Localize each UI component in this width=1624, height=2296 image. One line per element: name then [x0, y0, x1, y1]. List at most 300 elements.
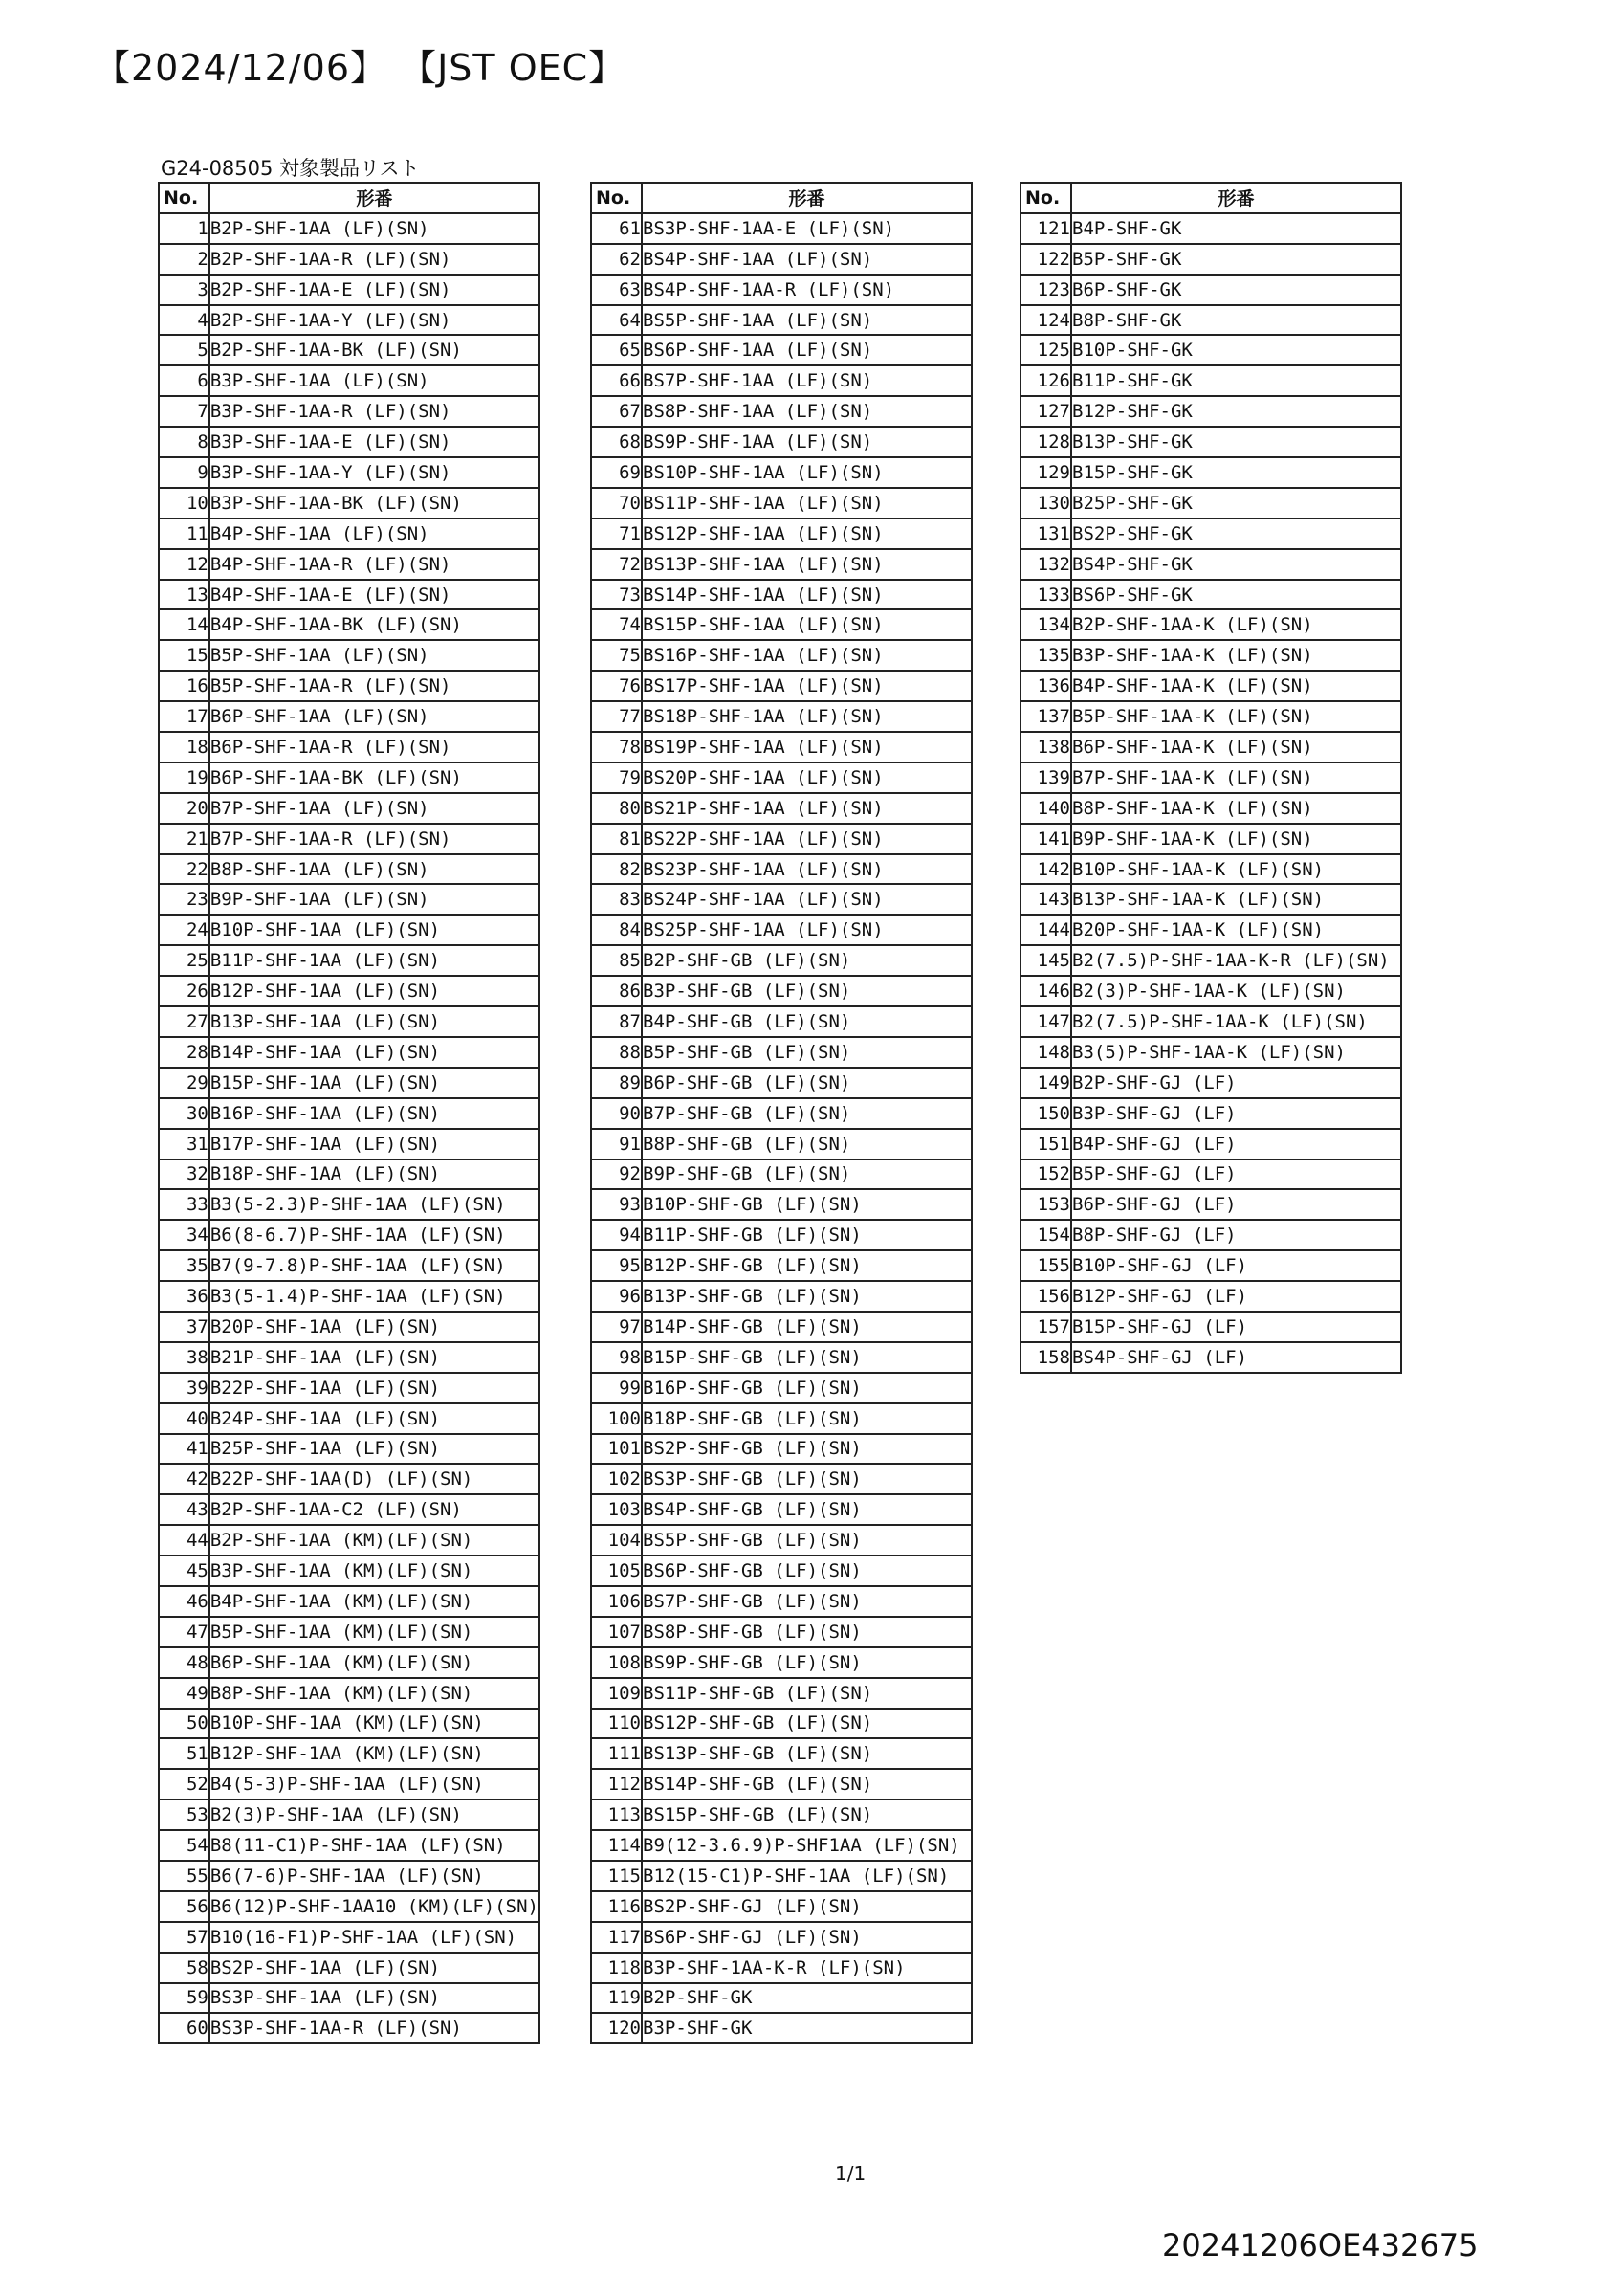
table-row [591, 884, 972, 915]
part-number: BS3P-SHF-1AA-E (LF)(SN) [642, 213, 972, 244]
row-number: 139 [1020, 762, 1071, 793]
part-number: B11P-SHF-1AA (LF)(SN) [209, 945, 539, 976]
part-number: B10(16-F1)P-SHF-1AA (LF)(SN) [209, 1922, 539, 1953]
row-number: 120 [591, 2013, 642, 2043]
table-row [159, 793, 539, 824]
row-number: 52 [159, 1769, 209, 1799]
part-number: BS3P-SHF-1AA-R (LF)(SN) [209, 2013, 539, 2043]
table-row [591, 365, 972, 396]
part-number: BS16P-SHF-1AA (LF)(SN) [642, 640, 972, 671]
row-number: 71 [591, 519, 642, 549]
table-row [1020, 976, 1401, 1006]
row-number: 65 [591, 335, 642, 365]
row-number: 3 [159, 275, 209, 305]
row-number: 133 [1020, 580, 1071, 610]
row-number: 141 [1020, 824, 1071, 854]
table-row [159, 1342, 539, 1373]
product-table-col-3 [1020, 182, 1402, 1374]
part-number: BS4P-SHF-1AA (LF)(SN) [642, 244, 972, 275]
table-row [159, 1037, 539, 1068]
table-row [591, 1006, 972, 1037]
row-number: 119 [591, 1983, 642, 2014]
row-number: 49 [159, 1678, 209, 1709]
part-number: B6P-SHF-GJ (LF) [1071, 1189, 1401, 1220]
row-number: 53 [159, 1799, 209, 1830]
row-number: 62 [591, 244, 642, 275]
table-row [1020, 1250, 1401, 1281]
table-row [159, 1799, 539, 1830]
part-number: B20P-SHF-1AA-K (LF)(SN) [1071, 915, 1401, 945]
part-number: B13P-SHF-GB (LF)(SN) [642, 1281, 972, 1312]
part-number: B5P-SHF-1AA-R (LF)(SN) [209, 671, 539, 701]
table-row [591, 1953, 972, 1983]
row-number: 149 [1020, 1068, 1071, 1098]
part-number: B25P-SHF-GK [1071, 488, 1401, 519]
part-number: B4P-SHF-1AA-E (LF)(SN) [209, 580, 539, 610]
table-row [591, 1678, 972, 1709]
row-number: 34 [159, 1220, 209, 1250]
table-row [591, 1922, 972, 1953]
table-row [591, 824, 972, 854]
part-number: B2P-SHF-1AA-K (LF)(SN) [1071, 609, 1401, 640]
row-number: 72 [591, 549, 642, 580]
table-row [159, 2013, 539, 2043]
table-row [591, 1373, 972, 1403]
table-row [159, 945, 539, 976]
table-row [1020, 244, 1401, 275]
part-number: BS24P-SHF-1AA (LF)(SN) [642, 884, 972, 915]
row-number: 59 [159, 1983, 209, 2014]
table-row [159, 1006, 539, 1037]
table-row [159, 976, 539, 1006]
part-number: B6P-SHF-1AA-R (LF)(SN) [209, 732, 539, 762]
part-number: B8P-SHF-GB (LF)(SN) [642, 1129, 972, 1159]
row-number: 68 [591, 427, 642, 457]
table-row [591, 671, 972, 701]
row-number: 81 [591, 824, 642, 854]
part-number: B6(12)P-SHF-1AA10 (KM)(LF)(SN) [209, 1891, 539, 1922]
table-row [159, 1556, 539, 1586]
table-row [1020, 549, 1401, 580]
table-row [591, 1861, 972, 1891]
row-number: 131 [1020, 519, 1071, 549]
table-row [591, 488, 972, 519]
part-number: B15P-SHF-1AA (LF)(SN) [209, 1068, 539, 1098]
row-number: 57 [159, 1922, 209, 1953]
part-number: B3P-SHF-1AA-R (LF)(SN) [209, 396, 539, 427]
part-number: BS8P-SHF-GB (LF)(SN) [642, 1617, 972, 1647]
row-number: 39 [159, 1373, 209, 1403]
table-row [159, 671, 539, 701]
row-number: 108 [591, 1647, 642, 1678]
row-number: 9 [159, 457, 209, 488]
row-number: 157 [1020, 1312, 1071, 1342]
table-row [591, 1159, 972, 1190]
product-list-title: G24-08505 対象製品リスト [161, 157, 420, 180]
part-number: B12(15-C1)P-SHF-1AA (LF)(SN) [642, 1861, 972, 1891]
row-number: 26 [159, 976, 209, 1006]
row-number: 98 [591, 1342, 642, 1373]
table-row [159, 701, 539, 732]
document-header-title: 【2024/12/06】 【JST OEC】 [94, 47, 626, 89]
part-number: BS21P-SHF-1AA (LF)(SN) [642, 793, 972, 824]
row-number: 105 [591, 1556, 642, 1586]
table-row [1020, 1281, 1401, 1312]
row-number: 66 [591, 365, 642, 396]
part-number: B2P-SHF-GJ (LF) [1071, 1068, 1401, 1098]
row-number: 86 [591, 976, 642, 1006]
part-number: B3P-SHF-GB (LF)(SN) [642, 976, 972, 1006]
page-number: 1/1 [835, 2162, 867, 2185]
row-number: 135 [1020, 640, 1071, 671]
table-row [159, 1098, 539, 1129]
part-number: BS11P-SHF-1AA (LF)(SN) [642, 488, 972, 519]
row-number: 114 [591, 1830, 642, 1861]
header-no: No. [159, 183, 209, 213]
row-number: 37 [159, 1312, 209, 1342]
table-row [591, 244, 972, 275]
row-number: 155 [1020, 1250, 1071, 1281]
part-number: B3(5-2.3)P-SHF-1AA (LF)(SN) [209, 1189, 539, 1220]
part-number: B3P-SHF-GJ (LF) [1071, 1098, 1401, 1129]
table-row [1020, 365, 1401, 396]
table-row [159, 884, 539, 915]
part-number: B7P-SHF-1AA-K (LF)(SN) [1071, 762, 1401, 793]
part-number: B6P-SHF-1AA (LF)(SN) [209, 701, 539, 732]
table-row [1020, 884, 1401, 915]
row-number: 14 [159, 609, 209, 640]
row-number: 43 [159, 1494, 209, 1525]
row-number: 153 [1020, 1189, 1071, 1220]
row-number: 142 [1020, 854, 1071, 885]
part-number: B10P-SHF-1AA (KM)(LF)(SN) [209, 1709, 539, 1739]
part-number: B12P-SHF-GJ (LF) [1071, 1281, 1401, 1312]
product-table-col-1 [158, 182, 540, 2044]
table-row [159, 1220, 539, 1250]
row-number: 40 [159, 1403, 209, 1434]
part-number: BS9P-SHF-GB (LF)(SN) [642, 1647, 972, 1678]
row-number: 117 [591, 1922, 642, 1953]
row-number: 82 [591, 854, 642, 885]
table-row [159, 1312, 539, 1342]
part-number: BS6P-SHF-GJ (LF)(SN) [642, 1922, 972, 1953]
part-number: BS4P-SHF-GB (LF)(SN) [642, 1494, 972, 1525]
part-number: B17P-SHF-1AA (LF)(SN) [209, 1129, 539, 1159]
part-number: B13P-SHF-1AA-K (LF)(SN) [1071, 884, 1401, 915]
table-row [159, 1891, 539, 1922]
part-number: B3P-SHF-1AA-K (LF)(SN) [1071, 640, 1401, 671]
row-number: 27 [159, 1006, 209, 1037]
part-number: BS11P-SHF-GB (LF)(SN) [642, 1678, 972, 1709]
table-row [1020, 1189, 1401, 1220]
table-row [591, 427, 972, 457]
part-number: B2P-SHF-1AA (LF)(SN) [209, 213, 539, 244]
part-number: B13P-SHF-GK [1071, 427, 1401, 457]
table-row [591, 1312, 972, 1342]
part-number: B13P-SHF-1AA (LF)(SN) [209, 1006, 539, 1037]
part-number: B2(3)P-SHF-1AA (LF)(SN) [209, 1799, 539, 1830]
part-number: B10P-SHF-1AA-K (LF)(SN) [1071, 854, 1401, 885]
part-number: B5P-SHF-1AA (KM)(LF)(SN) [209, 1617, 539, 1647]
part-number: B6P-SHF-GB (LF)(SN) [642, 1068, 972, 1098]
row-number: 54 [159, 1830, 209, 1861]
part-number: B22P-SHF-1AA (LF)(SN) [209, 1373, 539, 1403]
table-row [591, 1403, 972, 1434]
row-number: 67 [591, 396, 642, 427]
table-row [591, 640, 972, 671]
row-number: 121 [1020, 213, 1071, 244]
row-number: 41 [159, 1434, 209, 1465]
row-number: 10 [159, 488, 209, 519]
part-number: BS23P-SHF-1AA (LF)(SN) [642, 854, 972, 885]
table-row [591, 1464, 972, 1494]
part-number: B2P-SHF-GK [642, 1983, 972, 2014]
table-row [1020, 640, 1401, 671]
row-number: 76 [591, 671, 642, 701]
part-number: B3P-SHF-1AA (KM)(LF)(SN) [209, 1556, 539, 1586]
part-number: B24P-SHF-1AA (LF)(SN) [209, 1403, 539, 1434]
row-number: 22 [159, 854, 209, 885]
part-number: B14P-SHF-1AA (LF)(SN) [209, 1037, 539, 1068]
part-number: BS13P-SHF-GB (LF)(SN) [642, 1738, 972, 1769]
row-number: 56 [159, 1891, 209, 1922]
part-number: B2P-SHF-1AA-E (LF)(SN) [209, 275, 539, 305]
table-row [159, 1464, 539, 1494]
table-row [1020, 1068, 1401, 1098]
table-row [159, 1678, 539, 1709]
table-row [159, 457, 539, 488]
table-row [1020, 457, 1401, 488]
row-number: 15 [159, 640, 209, 671]
row-number: 88 [591, 1037, 642, 1068]
part-number: BS7P-SHF-GB (LF)(SN) [642, 1586, 972, 1617]
row-number: 136 [1020, 671, 1071, 701]
table-row [159, 1159, 539, 1190]
table-row [1020, 1312, 1401, 1342]
header-part-number: 形番 [1071, 183, 1401, 213]
row-number: 123 [1020, 275, 1071, 305]
row-number: 144 [1020, 915, 1071, 945]
table-row [1020, 427, 1401, 457]
row-number: 16 [159, 671, 209, 701]
part-number: BS4P-SHF-GJ (LF) [1071, 1342, 1401, 1373]
table-row [159, 519, 539, 549]
row-number: 69 [591, 457, 642, 488]
table-row [591, 609, 972, 640]
row-number: 124 [1020, 305, 1071, 336]
table-row [159, 365, 539, 396]
row-number: 80 [591, 793, 642, 824]
row-number: 60 [159, 2013, 209, 2043]
part-number: B5P-SHF-GB (LF)(SN) [642, 1037, 972, 1068]
row-number: 116 [591, 1891, 642, 1922]
table-row [591, 976, 972, 1006]
part-number: B5P-SHF-GK [1071, 244, 1401, 275]
part-number: B4P-SHF-GJ (LF) [1071, 1129, 1401, 1159]
part-number: B11P-SHF-GK [1071, 365, 1401, 396]
part-number: B3P-SHF-1AA-Y (LF)(SN) [209, 457, 539, 488]
table-row [159, 854, 539, 885]
row-number: 126 [1020, 365, 1071, 396]
table-row [1020, 580, 1401, 610]
part-number: BS17P-SHF-1AA (LF)(SN) [642, 671, 972, 701]
table-row [1020, 519, 1401, 549]
part-number: B15P-SHF-GK [1071, 457, 1401, 488]
part-number: B6P-SHF-1AA-BK (LF)(SN) [209, 762, 539, 793]
table-row [159, 1434, 539, 1465]
row-number: 8 [159, 427, 209, 457]
part-number: B12P-SHF-1AA (KM)(LF)(SN) [209, 1738, 539, 1769]
table-row [1020, 1098, 1401, 1129]
part-number: BS6P-SHF-GK [1071, 580, 1401, 610]
row-number: 23 [159, 884, 209, 915]
table-row [1020, 305, 1401, 336]
row-number: 100 [591, 1403, 642, 1434]
table-row [159, 396, 539, 427]
part-number: B4(5-3)P-SHF-1AA (LF)(SN) [209, 1769, 539, 1799]
table-row [1020, 1037, 1401, 1068]
table-row [1020, 488, 1401, 519]
part-number: BS7P-SHF-1AA (LF)(SN) [642, 365, 972, 396]
row-number: 30 [159, 1098, 209, 1129]
header-part-number: 形番 [642, 183, 972, 213]
table-row [159, 732, 539, 762]
table-row [591, 854, 972, 885]
row-number: 122 [1020, 244, 1071, 275]
part-number: B10P-SHF-GJ (LF) [1071, 1250, 1401, 1281]
part-number: B8(11-C1)P-SHF-1AA (LF)(SN) [209, 1830, 539, 1861]
row-number: 113 [591, 1799, 642, 1830]
row-number: 158 [1020, 1342, 1071, 1373]
row-number: 129 [1020, 457, 1071, 488]
part-number: BS25P-SHF-1AA (LF)(SN) [642, 915, 972, 945]
table-row [591, 1647, 972, 1678]
row-number: 77 [591, 701, 642, 732]
part-number: B2P-SHF-1AA-R (LF)(SN) [209, 244, 539, 275]
table-row [1020, 824, 1401, 854]
row-number: 51 [159, 1738, 209, 1769]
table-row [591, 1494, 972, 1525]
row-number: 115 [591, 1861, 642, 1891]
row-number: 92 [591, 1159, 642, 1190]
table-row [159, 640, 539, 671]
row-number: 78 [591, 732, 642, 762]
row-number: 83 [591, 884, 642, 915]
table-row [591, 1617, 972, 1647]
row-number: 33 [159, 1189, 209, 1220]
table-row [159, 488, 539, 519]
part-number: BS4P-SHF-GK [1071, 549, 1401, 580]
row-number: 103 [591, 1494, 642, 1525]
part-number: BS15P-SHF-1AA (LF)(SN) [642, 609, 972, 640]
part-number: B3(5-1.4)P-SHF-1AA (LF)(SN) [209, 1281, 539, 1312]
part-number: BS5P-SHF-1AA (LF)(SN) [642, 305, 972, 336]
table-row [159, 1922, 539, 1953]
row-number: 104 [591, 1525, 642, 1556]
table-row [591, 915, 972, 945]
table-row [591, 1525, 972, 1556]
part-number: B12P-SHF-GK [1071, 396, 1401, 427]
table-row [159, 915, 539, 945]
table-row [159, 609, 539, 640]
table-row [591, 762, 972, 793]
table-row [591, 1769, 972, 1799]
row-number: 35 [159, 1250, 209, 1281]
table-row [1020, 701, 1401, 732]
table-row [591, 1434, 972, 1465]
part-number: BS22P-SHF-1AA (LF)(SN) [642, 824, 972, 854]
table-row [591, 275, 972, 305]
row-number: 143 [1020, 884, 1071, 915]
row-number: 138 [1020, 732, 1071, 762]
row-number: 6 [159, 365, 209, 396]
part-number: B3P-SHF-1AA-BK (LF)(SN) [209, 488, 539, 519]
part-number: B5P-SHF-GJ (LF) [1071, 1159, 1401, 1190]
row-number: 118 [591, 1953, 642, 1983]
row-number: 94 [591, 1220, 642, 1250]
table-row [591, 213, 972, 244]
row-number: 91 [591, 1129, 642, 1159]
row-number: 47 [159, 1617, 209, 1647]
row-number: 112 [591, 1769, 642, 1799]
row-number: 11 [159, 519, 209, 549]
row-number: 95 [591, 1250, 642, 1281]
part-number: BS9P-SHF-1AA (LF)(SN) [642, 427, 972, 457]
row-number: 137 [1020, 701, 1071, 732]
part-number: BS12P-SHF-1AA (LF)(SN) [642, 519, 972, 549]
table-row [1020, 671, 1401, 701]
table-row [591, 701, 972, 732]
part-number: B10P-SHF-GK [1071, 335, 1401, 365]
part-number: B5P-SHF-1AA-K (LF)(SN) [1071, 701, 1401, 732]
table-row [1020, 793, 1401, 824]
part-number: B16P-SHF-GB (LF)(SN) [642, 1373, 972, 1403]
row-number: 147 [1020, 1006, 1071, 1037]
table-row [591, 1556, 972, 1586]
part-number: B22P-SHF-1AA(D) (LF)(SN) [209, 1464, 539, 1494]
table-row [591, 1220, 972, 1250]
table-row [159, 1068, 539, 1098]
row-number: 96 [591, 1281, 642, 1312]
table-row [591, 1983, 972, 2014]
table-row [591, 732, 972, 762]
part-number: BS2P-SHF-GJ (LF)(SN) [642, 1891, 972, 1922]
row-number: 84 [591, 915, 642, 945]
table-row [159, 335, 539, 365]
table-row [1020, 275, 1401, 305]
part-number: B21P-SHF-1AA (LF)(SN) [209, 1342, 539, 1373]
row-number: 154 [1020, 1220, 1071, 1250]
row-number: 36 [159, 1281, 209, 1312]
table-row [591, 1891, 972, 1922]
row-number: 109 [591, 1678, 642, 1709]
table-row [159, 1769, 539, 1799]
row-number: 48 [159, 1647, 209, 1678]
table-row [591, 945, 972, 976]
part-number: B3P-SHF-1AA-E (LF)(SN) [209, 427, 539, 457]
row-number: 111 [591, 1738, 642, 1769]
table-row [1020, 1159, 1401, 1190]
row-number: 150 [1020, 1098, 1071, 1129]
part-number: BS18P-SHF-1AA (LF)(SN) [642, 701, 972, 732]
part-number: B2P-SHF-GB (LF)(SN) [642, 945, 972, 976]
table-row [159, 1373, 539, 1403]
row-number: 79 [591, 762, 642, 793]
table-row [1020, 1006, 1401, 1037]
table-row [1020, 213, 1401, 244]
row-number: 44 [159, 1525, 209, 1556]
row-number: 130 [1020, 488, 1071, 519]
